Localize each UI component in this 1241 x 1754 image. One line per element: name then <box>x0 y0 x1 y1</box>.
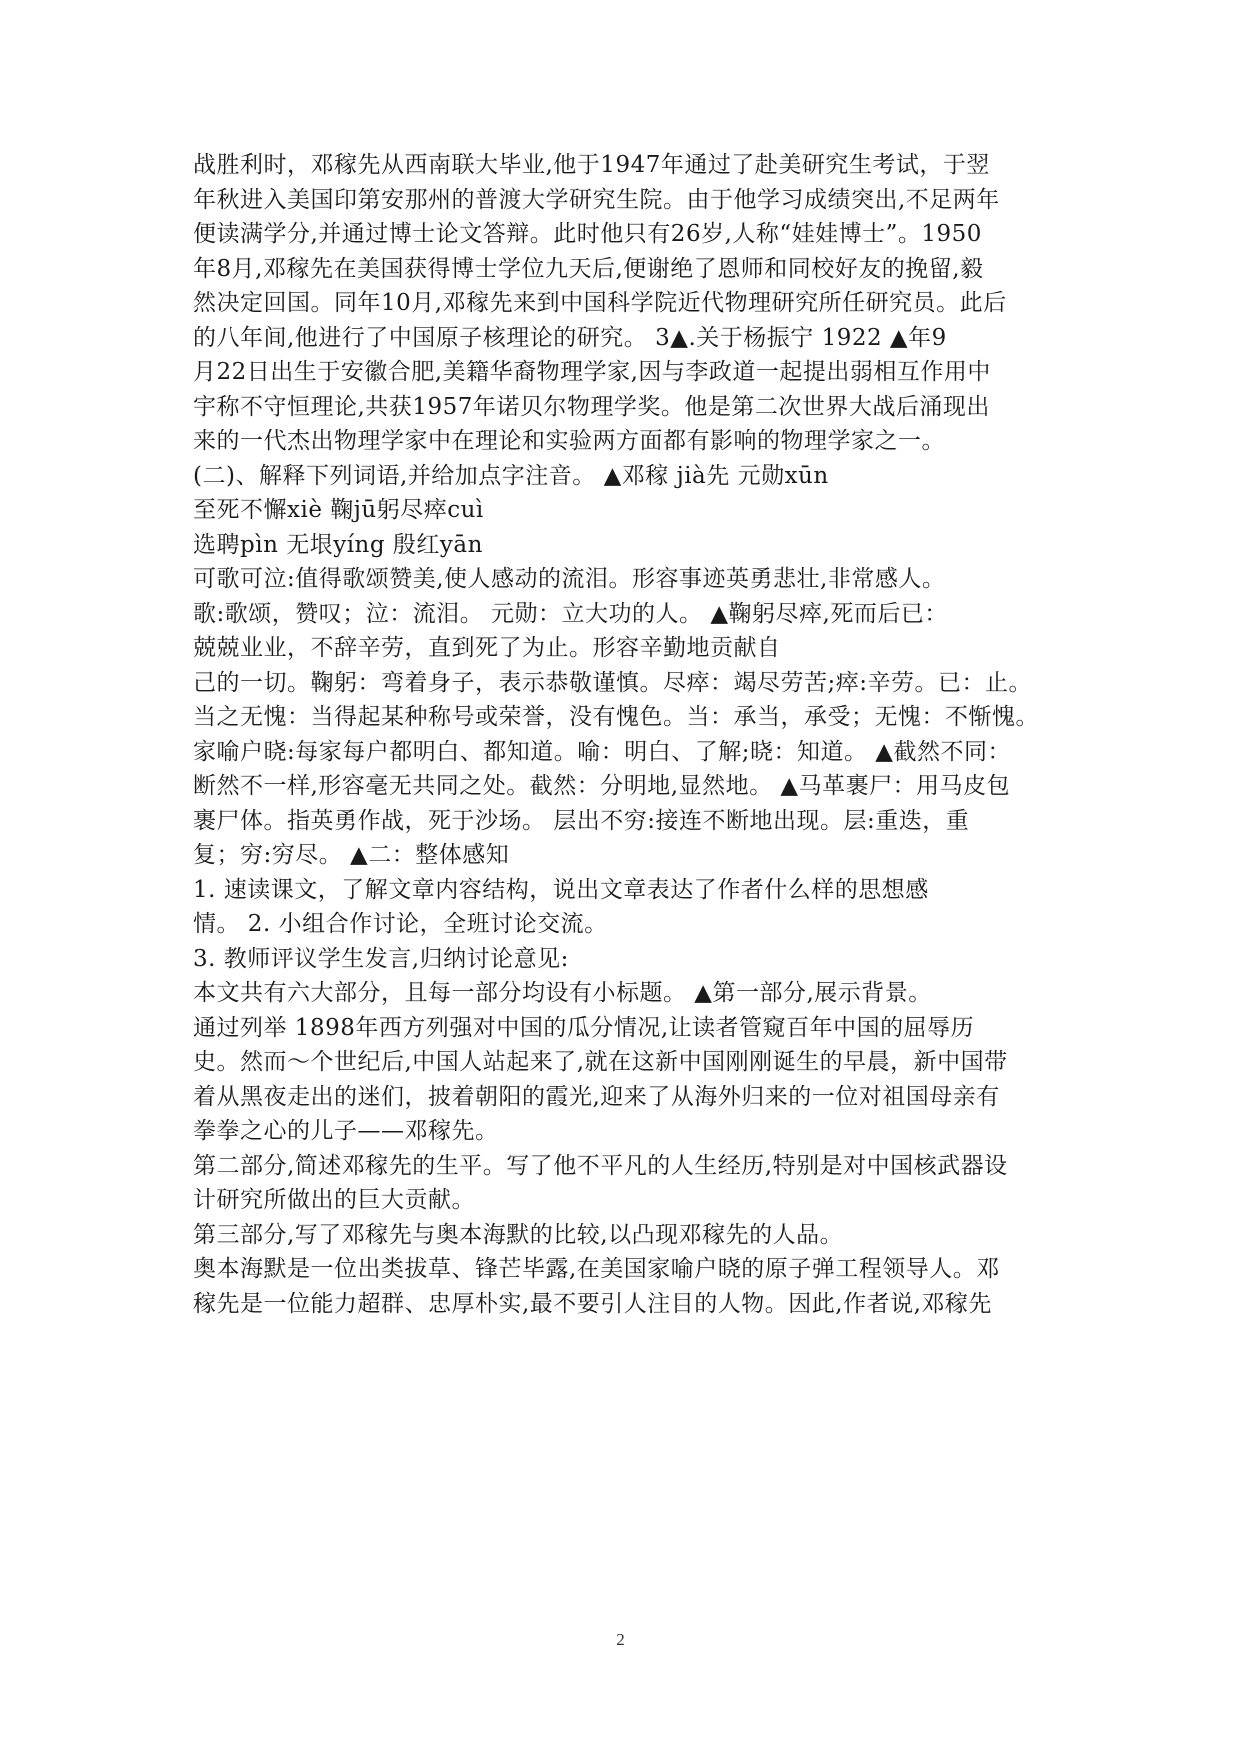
text-line: 计研究所做出的巨大贡献。 <box>193 1187 475 1213</box>
text-line: 第三部分,写了邓稼先与奥本海默的比较,以凸现邓稼先的人品。 <box>193 1221 844 1248</box>
text-line: 情。 2. 小组合作讨论，全班讨论交流。 <box>193 911 608 937</box>
text-line: 复；穷:穷尽。 ▲二：整体感知 <box>193 842 510 868</box>
text-line: 着从黑夜走出的迷们，披着朝阳的霞光,迎来了从海外归来的一位对祖国母亲有 <box>193 1083 1000 1110</box>
text-line: 3. 教师评议学生发言,归纳讨论意见: <box>193 945 569 972</box>
text-line: 便读满学分,并通过博士论文答辩。此时他只有26岁,人称“娃娃博士”。1950 <box>193 221 982 247</box>
text-line: 家喻户晓:每家每户都明白、都知道。喻：明白、了解;晓：知道。 ▲截然不同： <box>193 738 1011 765</box>
text-line: 的八年间,他进行了中国原子核理论的研究。 3▲.关于杨振宁 1922 ▲年9 <box>193 324 947 351</box>
text-line: 稼先是一位能力超群、忠厚朴实,最不要引人注目的人物。因此,作者说,邓稼先 <box>193 1290 992 1317</box>
text-line: 断然不一样,形容毫无共同之处。截然：分明地,显然地。 ▲马革裹尸：用马皮包 <box>193 773 1011 799</box>
text-line: 奥本海默是一位出类拔草、锋芒毕露,在美国家喻户晓的原子弹工程领导人。邓 <box>193 1256 1000 1282</box>
text-line: 年秋进入美国印第安那州的普渡大学研究生院。由于他学习成绩突出,不足两年 <box>193 186 1000 213</box>
text-line: 本文共有六大部分，且每一部分均设有小标题。 ▲第一部分,展示背景。 <box>193 980 932 1006</box>
text-line: (二)、解释下列词语,并给加点字注音。 ▲邓稼 jià先 元勋xūn <box>193 462 829 489</box>
page-number: 2 <box>616 1630 625 1649</box>
text-line: 裹尸体。指英勇作战，死于沙场。 层出不穷:接连不断地出现。层:重迭，重 <box>193 807 970 834</box>
text-line: 1. 速读课文，了解文章内容结构，说出文章表达了作者什么样的思想感 <box>193 876 929 903</box>
text-line: 战胜利时，邓稼先从西南联大毕业,他于1947年通过了赴美研究生考试，于翌 <box>193 152 990 178</box>
text-line: 兢兢业业，不辞辛劳，直到死了为止。形容辛勤地贡献自 <box>193 635 781 661</box>
text-line: 来的一代杰出物理学家中在理论和实验两方面都有影响的物理学家之一。 <box>193 428 945 454</box>
text-line: 拳拳之心的儿子——邓稼先。 <box>193 1118 499 1144</box>
body-text <box>193 148 1063 1321</box>
text-line: 选聘pìn 无垠yíng 殷红yān <box>193 531 483 558</box>
text-line: 史。然而～个世纪后,中国人站起来了,就在这新中国刚刚诞生的早晨，新中国带 <box>193 1049 1008 1075</box>
text-line: 当之无愧：当得起某种称号或荣誉，没有愧色。当：承当，承受；无愧：不惭愧。 <box>193 704 1039 730</box>
text-line: 第二部分,简述邓稼先的生平。写了他不平凡的人生经历,特别是对中国核武器设 <box>193 1152 1008 1179</box>
text-line: 可歌可泣:值得歌颂赞美,使人感动的流泪。形容事迹英勇悲壮,非常感人。 <box>193 566 946 592</box>
text-line: 月22日出生于安徽合肥,美籍华裔物理学家,因与李政道一起提出弱相互作用中 <box>193 359 991 385</box>
text-line: 己的一切。鞠躬：弯着身子，表示恭敬谨慎。尽瘁：竭尽劳苦;瘁:辛劳。已：止。 <box>193 669 1032 696</box>
text-line: 宇称不守恒理论,共获1957年诺贝尔物理学奖。他是第二次世界大战后涌现出 <box>193 393 990 420</box>
text-line: 至死不懈xiè 鞠jū躬尽瘁cuì <box>193 497 484 523</box>
text-line: 然决定回国。同年10月,邓稼先来到中国科学院近代物理研究所任研究员。此后 <box>193 290 1007 316</box>
text-line: 年8月,邓稼先在美国获得博士学位九天后,便谢绝了恩师和同校好友的挽留,毅 <box>193 255 984 282</box>
text-line: 歌:歌颂，赞叹；泣：流泪。 元勋：立大功的人。 ▲鞠躬尽瘁,死而后已： <box>193 600 948 627</box>
text-line: 通过列举 1898年西方列强对中国的瓜分情况,让读者管窥百年中国的屈辱历 <box>193 1014 975 1041</box>
